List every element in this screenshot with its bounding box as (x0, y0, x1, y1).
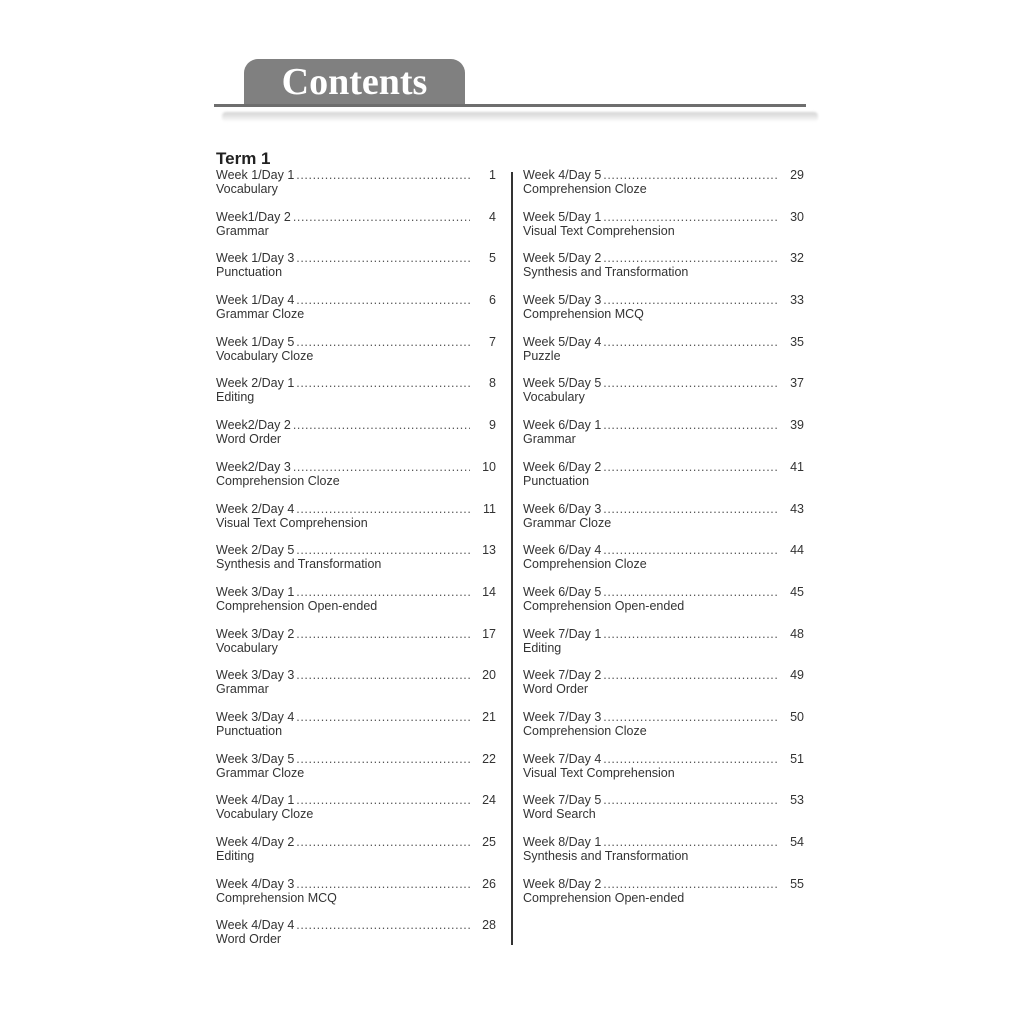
dot-leader (296, 376, 470, 390)
toc-entry-line (523, 877, 804, 891)
toc-entry-page: 37 (790, 376, 804, 391)
toc-entry-line (523, 460, 804, 474)
toc-entry (523, 376, 804, 418)
dot-leader (296, 627, 470, 641)
toc-entry-topic: Synthesis and Transformation (523, 849, 689, 863)
toc-entry-topic: Grammar (216, 223, 269, 238)
dot-leader (603, 585, 778, 599)
toc-left-column (216, 168, 496, 960)
toc-entry-page: 1 (489, 168, 496, 182)
toc-entry-week: Week 4/Day 3 (216, 876, 295, 891)
toc-entry-line (216, 460, 496, 474)
toc-entry-line (523, 418, 804, 432)
toc-entry-page: 20 (482, 668, 496, 683)
toc-entry-line (216, 293, 496, 307)
toc-entry-week: Week 6/Day 4 (523, 543, 602, 558)
toc-right-column (523, 168, 804, 918)
toc-entry-week: Week 5/Day 5 (523, 376, 602, 391)
toc-entry-week: Week 5/Day 3 (523, 293, 602, 308)
toc-entry-topic: Comprehension MCQ (523, 307, 644, 322)
toc-entry (216, 251, 496, 293)
toc-entry-topic: Vocabulary Cloze (216, 348, 314, 363)
toc-entry-page: 24 (482, 793, 496, 808)
toc-entry-line (523, 543, 804, 557)
dot-leader (296, 543, 470, 557)
dot-leader (603, 210, 778, 224)
toc-entry-topic: Vocabulary (216, 640, 278, 655)
dot-leader (296, 793, 470, 807)
dot-leader (296, 835, 470, 849)
toc-entry (216, 210, 496, 252)
toc-entry (216, 460, 496, 502)
toc-entry-page: 44 (790, 543, 804, 558)
toc-entry-topic: Grammar Cloze (216, 307, 305, 322)
toc-entry (523, 335, 804, 377)
dot-leader (603, 502, 778, 516)
toc-entry-line (523, 210, 804, 224)
toc-entry-week: Week 2/Day 4 (216, 501, 295, 516)
toc-entry-topic: Comprehension Cloze (216, 473, 340, 488)
toc-entry-topic: Synthesis and Transformation (216, 557, 382, 572)
toc-entry-week: Week2/Day 3 (216, 459, 291, 474)
toc-entry-page: 39 (790, 418, 804, 433)
toc-entry (523, 543, 804, 585)
toc-entry-line (216, 210, 496, 224)
toc-entry-topic: Synthesis and Transformation (523, 265, 689, 280)
toc-entry-topic: Grammar Cloze (216, 765, 305, 780)
toc-entry-topic: Puzzle (523, 348, 561, 363)
toc-entry-line (216, 251, 496, 265)
toc-entry-page: 17 (482, 626, 496, 641)
toc-entry-page: 51 (790, 751, 804, 766)
toc-entry-topic: Comprehension Open-ended (523, 890, 685, 905)
toc-entry-line (523, 168, 804, 182)
dot-leader (603, 627, 778, 641)
toc-entry (523, 460, 804, 502)
toc-entry (216, 752, 496, 794)
title-shadow (222, 112, 818, 122)
toc-entry-page: 50 (790, 709, 804, 724)
toc-entry-line (216, 627, 496, 641)
page-title: Contents (244, 59, 465, 106)
toc-entry-line (523, 710, 804, 724)
toc-entry-line (523, 835, 804, 849)
toc-entry-page: 30 (790, 209, 804, 224)
toc-entry-line (216, 668, 496, 682)
toc-entry-page: 11 (483, 501, 496, 516)
toc-entry-week: Week 7/Day 3 (523, 709, 602, 724)
toc-entry-week: Week2/Day 2 (216, 418, 291, 433)
toc-entry (216, 877, 496, 919)
toc-entry-line (523, 585, 804, 599)
toc-entry-week: Week 6/Day 1 (523, 418, 602, 433)
toc-entry (216, 585, 496, 627)
toc-entry-line (216, 835, 496, 849)
toc-entry (216, 835, 496, 877)
toc-entry-week: Week 7/Day 5 (523, 793, 602, 808)
toc-entry-line (216, 585, 496, 599)
toc-entry-topic: Comprehension Open-ended (523, 598, 685, 613)
toc-entry (523, 585, 804, 627)
toc-entry (216, 627, 496, 669)
toc-entry (216, 710, 496, 752)
toc-entry (523, 293, 804, 335)
toc-entry-page: 41 (790, 459, 804, 474)
toc-entry-week: Week 4/Day 4 (216, 918, 295, 933)
dot-leader (296, 293, 470, 307)
toc-entry-line (523, 793, 804, 807)
toc-entry (523, 502, 804, 544)
toc-entry-week: Week 2/Day 5 (216, 543, 295, 558)
term-heading: Term 1 (216, 149, 271, 168)
toc-entry (216, 918, 496, 960)
dot-leader (293, 418, 470, 432)
toc-entry-line (216, 335, 496, 349)
toc-entry-line (216, 918, 496, 932)
toc-entry-week: Week 1/Day 4 (216, 293, 295, 308)
toc-entry-week: Week 7/Day 2 (523, 668, 602, 683)
toc-entry-page: 25 (482, 835, 496, 849)
dot-leader (296, 752, 470, 766)
toc-entry-week: Week 6/Day 3 (523, 501, 602, 516)
dot-leader (603, 168, 778, 182)
toc-entry-page: 32 (790, 251, 804, 266)
toc-entry-week: Week 5/Day 1 (523, 209, 602, 224)
toc-entry (216, 668, 496, 710)
dot-leader (296, 168, 470, 182)
toc-entry-line (523, 752, 804, 766)
toc-entry (216, 502, 496, 544)
toc-entry-page: 48 (790, 626, 804, 641)
toc-entry-week: Week 7/Day 4 (523, 751, 602, 766)
toc-entry-week: Week 3/Day 4 (216, 709, 295, 724)
toc-entry-week: Week 4/Day 2 (216, 835, 295, 849)
title-rule (214, 104, 806, 107)
toc-entry-week: Week 1/Day 3 (216, 251, 295, 266)
toc-entry-topic: Vocabulary Cloze (216, 807, 314, 822)
toc-entry (216, 376, 496, 418)
toc-entry-week: Week 2/Day 1 (216, 376, 295, 391)
toc-entry-week: Week 5/Day 2 (523, 251, 602, 266)
toc-entry-page: 28 (482, 918, 496, 933)
dot-leader (293, 210, 470, 224)
toc-entry-topic: Comprehension MCQ (216, 890, 337, 905)
toc-entry-page: 45 (790, 584, 804, 599)
toc-entry-line (216, 543, 496, 557)
dot-leader (603, 835, 778, 849)
toc-entry-week: Week 3/Day 3 (216, 668, 295, 683)
toc-entry-page: 29 (790, 168, 804, 182)
toc-entry (523, 835, 804, 877)
toc-entry-week: Week 6/Day 2 (523, 459, 602, 474)
toc-entry-line (216, 502, 496, 516)
dot-leader (296, 251, 470, 265)
dot-leader (603, 752, 778, 766)
toc-entry-topic: Grammar Cloze (523, 515, 612, 530)
toc-entry-line (523, 627, 804, 641)
toc-entry-page: 6 (489, 293, 496, 308)
toc-entry-line (216, 793, 496, 807)
toc-entry-page: 7 (489, 334, 496, 349)
toc-entry-page: 35 (790, 334, 804, 349)
toc-entry-topic: Comprehension Cloze (523, 557, 647, 572)
toc-entry-line (216, 376, 496, 390)
toc-entry-page: 9 (489, 418, 496, 433)
toc-entry (523, 627, 804, 669)
toc-entry-week: Week 4/Day 1 (216, 793, 295, 808)
toc-entry-line (523, 376, 804, 390)
toc-entry-page: 54 (790, 835, 804, 849)
toc-entry-line (523, 502, 804, 516)
toc-entry-topic: Vocabulary (216, 182, 278, 196)
toc-entry-page: 53 (790, 793, 804, 808)
toc-entry-page: 21 (482, 709, 496, 724)
toc-entry-week: Week 8/Day 1 (523, 835, 602, 849)
toc-entry-topic: Comprehension Open-ended (216, 598, 378, 613)
toc-entry (523, 210, 804, 252)
toc-entry (216, 543, 496, 585)
toc-entry-week: Week 1/Day 5 (216, 334, 295, 349)
dot-leader (296, 335, 470, 349)
dot-leader (603, 710, 778, 724)
dot-leader (296, 710, 470, 724)
toc-entry-week: Week 6/Day 5 (523, 584, 602, 599)
dot-leader (603, 376, 778, 390)
toc-entry-line (523, 335, 804, 349)
toc-entry-page: 55 (790, 876, 804, 891)
toc-entry (216, 793, 496, 835)
toc-entry (523, 877, 804, 919)
toc-entry-line (216, 168, 496, 182)
dot-leader (296, 585, 470, 599)
toc-entry-week: Week 3/Day 2 (216, 626, 295, 641)
toc-entry-page: 43 (790, 501, 804, 516)
toc-entry (216, 418, 496, 460)
toc-entry-week: Week 8/Day 2 (523, 876, 602, 891)
toc-entry-page: 33 (790, 293, 804, 308)
toc-entry-page: 26 (482, 876, 496, 891)
toc-entry-week: Week 5/Day 4 (523, 334, 602, 349)
toc-entry-line (216, 752, 496, 766)
toc-entry-topic: Punctuation (216, 723, 283, 738)
dot-leader (296, 668, 470, 682)
column-divider (511, 172, 513, 945)
dot-leader (296, 918, 470, 932)
dot-leader (603, 251, 778, 265)
toc-entry (523, 793, 804, 835)
toc-entry-topic: Editing (216, 849, 255, 863)
toc-entry (523, 251, 804, 293)
toc-entry-topic: Comprehension Cloze (523, 182, 647, 196)
toc-entry-topic: Word Search (523, 807, 596, 822)
toc-entry-topic: Editing (216, 390, 255, 405)
dot-leader (296, 877, 470, 891)
toc-entry (216, 293, 496, 335)
dot-leader (296, 502, 470, 516)
toc-entry (523, 418, 804, 460)
toc-entry-topic: Visual Text Comprehension (523, 765, 675, 780)
toc-entry-topic: Editing (523, 640, 562, 655)
toc-entry-topic: Word Order (216, 432, 282, 447)
toc-entry-line (216, 877, 496, 891)
toc-entry (523, 752, 804, 794)
toc-entry-topic: Vocabulary (523, 390, 585, 405)
toc-entry-line (216, 710, 496, 724)
toc-entry (523, 710, 804, 752)
toc-entry-line (523, 668, 804, 682)
toc-entry-line (523, 293, 804, 307)
dot-leader (293, 460, 470, 474)
toc-entry-topic: Punctuation (523, 473, 590, 488)
toc-entry-week: Week 7/Day 1 (523, 626, 602, 641)
toc-entry-page: 8 (489, 376, 496, 391)
toc-entry-page: 14 (482, 584, 496, 599)
toc-entry-week: Week 4/Day 5 (523, 168, 602, 182)
toc-entry-week: Week1/Day 2 (216, 209, 291, 224)
toc-entry-page: 49 (790, 668, 804, 683)
toc-entry-topic: Visual Text Comprehension (216, 515, 368, 530)
toc-entry-week: Week 1/Day 1 (216, 168, 295, 182)
toc-entry-page: 10 (482, 459, 496, 474)
toc-entry (523, 668, 804, 710)
toc-entry-page: 4 (489, 209, 496, 224)
toc-entry-line (523, 251, 804, 265)
dot-leader (603, 793, 778, 807)
toc-entry-week: Week 3/Day 5 (216, 751, 295, 766)
toc-entry-topic: Word Order (523, 682, 589, 697)
dot-leader (603, 543, 778, 557)
toc-entry (216, 168, 496, 210)
dot-leader (603, 293, 778, 307)
toc-entry-topic: Visual Text Comprehension (523, 223, 675, 238)
dot-leader (603, 418, 778, 432)
toc-entry-topic: Grammar (523, 432, 576, 447)
toc-entry-week: Week 3/Day 1 (216, 584, 295, 599)
toc-entry-page: 5 (489, 251, 496, 266)
dot-leader (603, 877, 778, 891)
toc-entry-line (216, 418, 496, 432)
toc-entry-page: 22 (482, 751, 496, 766)
dot-leader (603, 460, 778, 474)
dot-leader (603, 335, 778, 349)
toc-entry (216, 335, 496, 377)
toc-entry-page: 13 (482, 543, 496, 558)
toc-entry (523, 168, 804, 210)
toc-entry-topic: Word Order (216, 932, 282, 947)
toc-entry-topic: Comprehension Cloze (523, 723, 647, 738)
toc-entry-topic: Grammar (216, 682, 269, 697)
dot-leader (603, 668, 778, 682)
toc-entry-topic: Punctuation (216, 265, 283, 280)
